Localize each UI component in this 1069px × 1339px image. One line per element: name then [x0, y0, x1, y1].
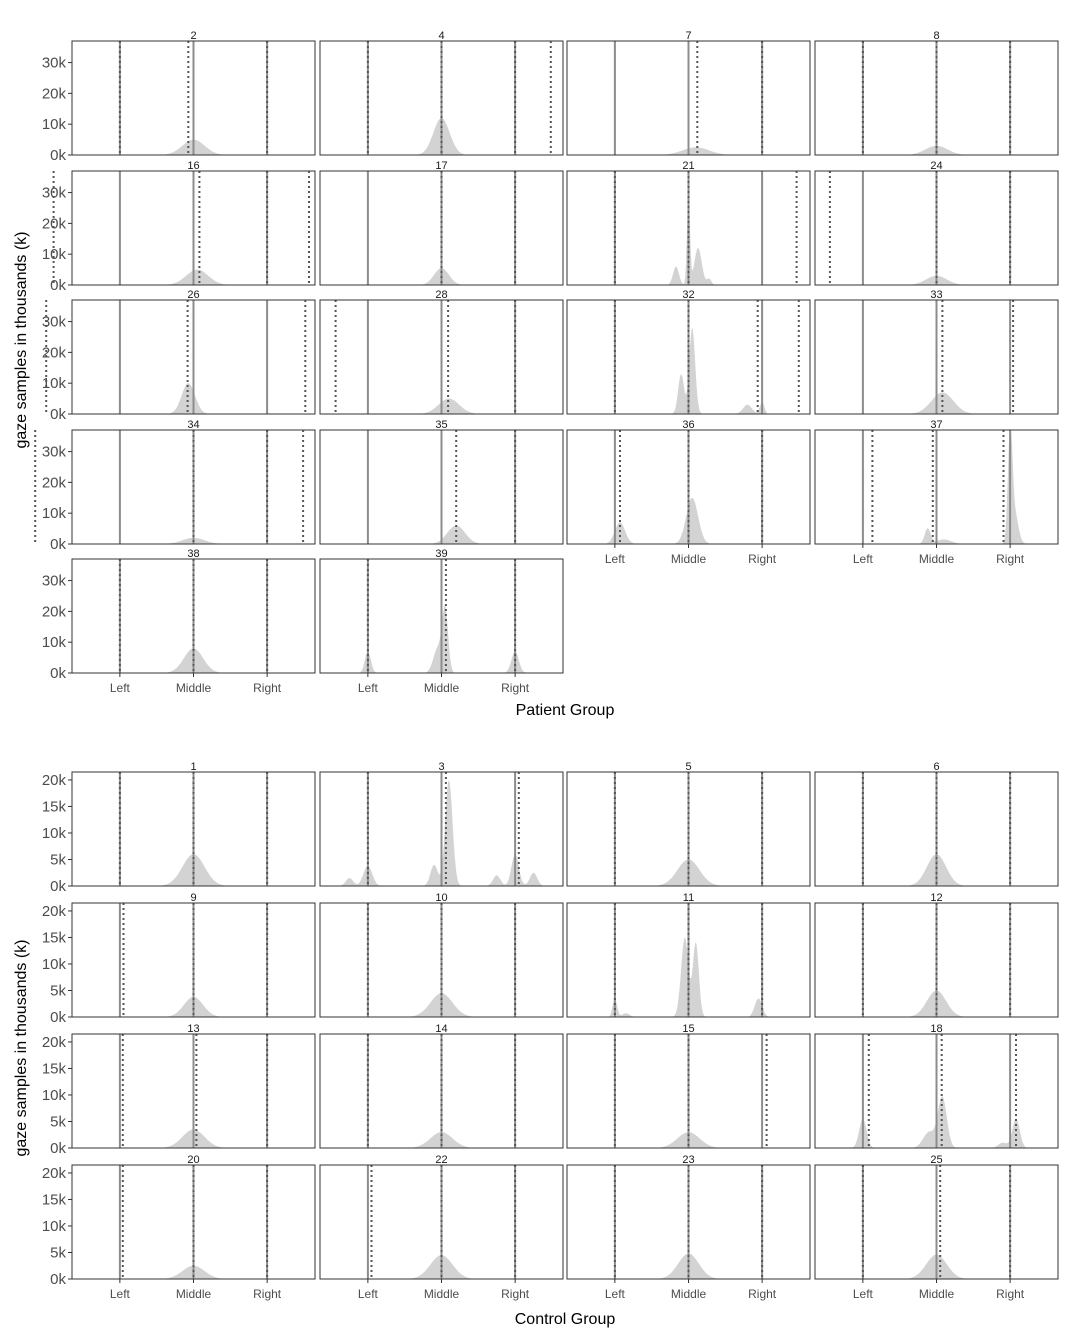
y-tick-label: 10k	[41, 1086, 66, 1104]
patient-panel-2	[42, 30, 315, 164]
y-tick-label: 15k	[41, 1191, 66, 1209]
y-tick-label: 5k	[50, 851, 66, 869]
control-panel-11	[567, 892, 810, 1017]
patient-y-axis-title: gaze samples in thousands (k)	[13, 231, 30, 449]
control-panel-10	[320, 892, 563, 1017]
control-y-axis-title: gaze samples in thousands (k)	[13, 939, 30, 1157]
y-tick-label: 5k	[50, 982, 66, 1000]
y-tick-label: 30k	[41, 184, 66, 202]
x-tick-label-right: Right	[996, 1287, 1025, 1301]
x-tick-label-left: Left	[109, 1287, 130, 1301]
y-tick-label: 20k	[41, 215, 66, 233]
y-tick-label: 0k	[50, 665, 66, 682]
x-tick-label-left: Left	[852, 1287, 873, 1301]
patient-panel-35	[303, 419, 563, 544]
control-panel-3	[320, 761, 563, 886]
y-tick-label: 20k	[41, 603, 66, 621]
patient-panel-8	[815, 30, 1058, 155]
x-tick-label-left: Left	[357, 1287, 378, 1301]
y-tick-label: 0k	[50, 406, 66, 423]
control-panel-22	[320, 1154, 563, 1301]
y-tick-label: 20k	[41, 1033, 66, 1051]
y-tick-label: 5k	[50, 1244, 66, 1262]
panel-participant-label: 1	[190, 761, 197, 773]
control-panel-1	[42, 761, 315, 895]
panel-participant-label: 18	[930, 1023, 943, 1035]
control-group-facets	[42, 761, 1058, 1301]
control-panel-12	[815, 892, 1058, 1017]
control-panel-23	[567, 1154, 810, 1301]
x-tick-label-right: Right	[748, 552, 777, 566]
y-tick-label: 20k	[41, 902, 66, 920]
panel-participant-label: 9	[190, 892, 197, 904]
y-tick-label: 10k	[41, 824, 66, 842]
y-tick-label: 0k	[50, 1271, 66, 1288]
y-tick-label: 0k	[50, 536, 66, 553]
panel-participant-label: 37	[930, 419, 943, 431]
patient-panel-21	[567, 160, 830, 285]
y-tick-label: 30k	[41, 572, 66, 590]
panel-participant-label: 35	[435, 419, 448, 431]
y-tick-label: 15k	[41, 798, 66, 816]
panel-participant-label: 39	[435, 548, 448, 560]
control-panel-18	[815, 1023, 1058, 1148]
x-tick-label-middle: Middle	[175, 1287, 212, 1301]
y-tick-label: 0k	[50, 277, 66, 294]
y-tick-label: 0k	[50, 878, 66, 895]
x-tick-label-middle: Middle	[423, 1287, 460, 1301]
panel-participant-label: 6	[933, 761, 940, 773]
patient-panel-24	[797, 160, 1058, 285]
x-tick-label-left: Left	[109, 681, 130, 695]
patient-panel-38	[42, 548, 315, 695]
x-tick-label-middle: Middle	[918, 1287, 955, 1301]
x-tick-label-right: Right	[748, 1287, 777, 1301]
panel-participant-label: 15	[682, 1023, 695, 1035]
panel-participant-label: 16	[187, 160, 200, 172]
y-tick-label: 10k	[41, 375, 66, 393]
y-tick-label: 10k	[41, 1217, 66, 1235]
y-tick-label: 15k	[41, 929, 66, 947]
patient-group-axis-title: Patient Group	[515, 702, 615, 719]
x-tick-label-left: Left	[852, 552, 873, 566]
y-tick-label: 10k	[41, 955, 66, 973]
y-tick-label: 0k	[50, 1009, 66, 1026]
panel-participant-label: 20	[187, 1154, 200, 1166]
panel-participant-label: 5	[685, 761, 692, 773]
control-group-axis-title: Control Group	[514, 1311, 616, 1328]
y-tick-label: 0k	[50, 1140, 66, 1157]
panel-participant-label: 7	[685, 30, 692, 42]
y-tick-label: 0k	[50, 147, 66, 164]
panel-participant-label: 25	[930, 1154, 943, 1166]
patient-panel-4	[320, 30, 563, 155]
panel-participant-label: 28	[435, 289, 448, 301]
x-tick-label-middle: Middle	[670, 552, 707, 566]
control-panel-9	[42, 892, 315, 1026]
control-panel-5	[567, 761, 810, 886]
panel-participant-label: 3	[438, 761, 445, 773]
y-tick-label: 30k	[41, 443, 66, 461]
y-tick-label: 15k	[41, 1060, 66, 1078]
x-tick-label-right: Right	[253, 1287, 282, 1301]
x-tick-label-left: Left	[357, 681, 378, 695]
y-tick-label: 20k	[41, 1164, 66, 1182]
x-tick-label-right: Right	[501, 1287, 530, 1301]
panel-participant-label: 24	[930, 160, 943, 172]
panel-participant-label: 4	[438, 30, 445, 42]
panel-participant-label: 23	[682, 1154, 695, 1166]
panel-participant-label: 36	[682, 419, 695, 431]
x-tick-label-middle: Middle	[423, 681, 460, 695]
x-tick-label-right: Right	[253, 681, 282, 695]
y-tick-label: 5k	[50, 1113, 66, 1131]
x-tick-label-middle: Middle	[670, 1287, 707, 1301]
panel-participant-label: 21	[682, 160, 695, 172]
control-panel-14	[320, 1023, 563, 1148]
patient-group-facets	[35, 30, 1058, 695]
patient-panel-17	[309, 160, 563, 285]
control-panel-13	[42, 1023, 315, 1157]
patient-panel-28	[305, 289, 563, 414]
patient-panel-34	[35, 419, 315, 553]
y-tick-label: 20k	[41, 771, 66, 789]
patient-panel-36	[567, 419, 810, 566]
panel-participant-label: 38	[187, 548, 200, 560]
x-tick-label-left: Left	[604, 1287, 625, 1301]
patient-panel-32	[567, 289, 810, 414]
panel-participant-label: 14	[435, 1023, 448, 1035]
control-panel-20	[42, 1154, 315, 1301]
patient-panel-16	[42, 160, 315, 294]
x-tick-label-middle: Middle	[175, 681, 212, 695]
patient-panel-26	[42, 289, 336, 423]
panel-participant-label: 34	[187, 419, 200, 431]
panel-participant-label: 12	[930, 892, 943, 904]
panel-participant-label: 11	[682, 892, 695, 904]
x-tick-label-middle: Middle	[918, 552, 955, 566]
panel-participant-label: 13	[187, 1023, 200, 1035]
panel-participant-label: 26	[187, 289, 200, 301]
patient-panel-7	[551, 30, 810, 155]
patient-panel-37	[815, 419, 1058, 566]
y-tick-label: 30k	[41, 313, 66, 331]
y-tick-label: 10k	[41, 505, 66, 523]
y-tick-label: 10k	[41, 634, 66, 652]
y-tick-label: 10k	[41, 116, 66, 134]
patient-panel-33	[799, 289, 1058, 414]
panel-participant-label: 2	[190, 30, 197, 42]
control-panel-25	[815, 1154, 1058, 1301]
patient-panel-39	[320, 548, 563, 695]
x-tick-label-right: Right	[996, 552, 1025, 566]
control-panel-15	[567, 1023, 810, 1148]
panel-participant-label: 10	[435, 892, 448, 904]
panel-participant-label: 32	[682, 289, 695, 301]
x-tick-label-right: Right	[501, 681, 530, 695]
y-tick-label: 10k	[41, 246, 66, 264]
panel-participant-label: 33	[930, 289, 943, 301]
panel-participant-label: 17	[435, 160, 448, 172]
y-tick-label: 20k	[41, 85, 66, 103]
y-tick-label: 30k	[41, 54, 66, 72]
x-tick-label-left: Left	[604, 552, 625, 566]
control-panel-6	[815, 761, 1058, 886]
y-tick-label: 20k	[41, 474, 66, 492]
y-tick-label: 20k	[41, 344, 66, 362]
panel-participant-label: 8	[933, 30, 940, 42]
panel-participant-label: 22	[435, 1154, 448, 1166]
